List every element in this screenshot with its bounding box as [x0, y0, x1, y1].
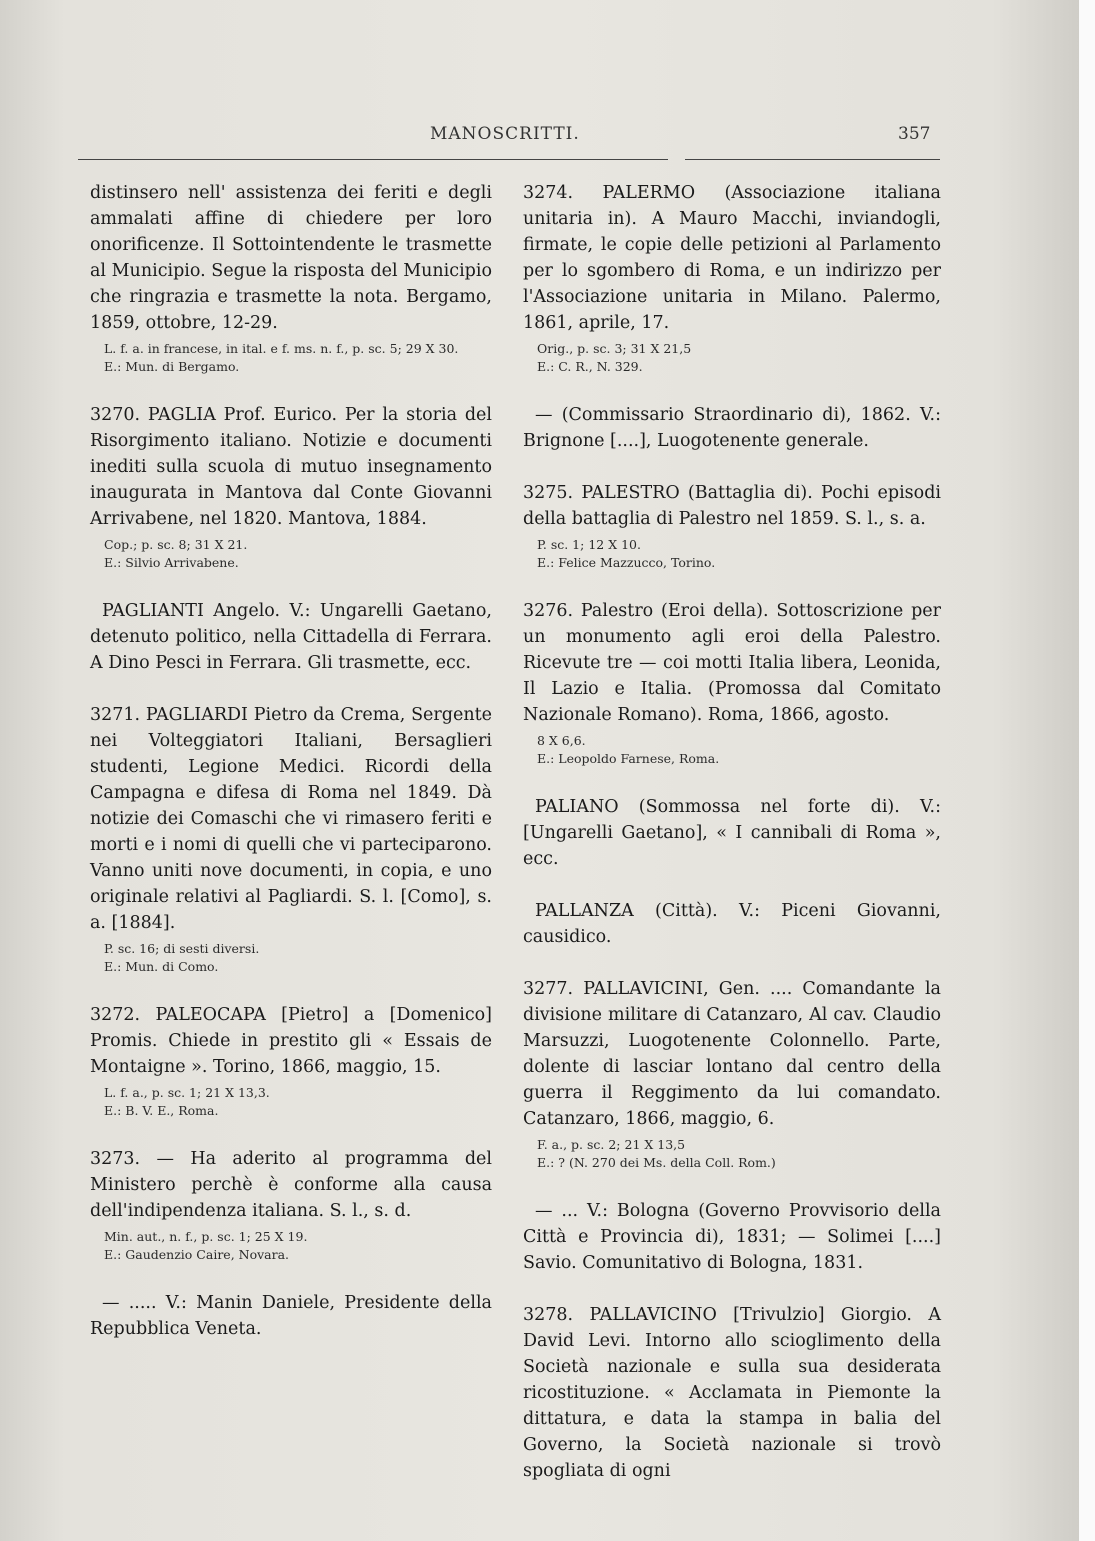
entry-text: 3272. PALEOCAPA [Pietro] a [Domenico] Promis. Chiede in prestito gli « Essais de Montaigne ». Torino, 1866, maggio, 15.: [90, 1005, 492, 1077]
entry-note: E.: Mun. di Bergamo.: [104, 359, 240, 374]
entry-note: Min. aut., n. f., p. sc. 1; 25 X 19.: [104, 1229, 308, 1244]
header-rule-left: [78, 159, 668, 160]
entry-3277: [523, 976, 941, 1172]
entry-paglianti: [90, 598, 492, 676]
entry-note: L. f. a., p. sc. 1; 21 X 13,3.: [104, 1085, 270, 1100]
entry-text: 3276. Palestro (Eroi della). Sottoscrizione per un monumento agli eroi della Palestro. Ricevute tre — coi motti Italia libera, Leonida, Il Lazio e Italia. (Promossa dal Comitato Nazionale Romano). Roma, 1866, agosto.: [523, 601, 941, 725]
running-title: MANOSCRITTI.: [430, 124, 580, 144]
entry-text: — ... V.: Bologna (Governo Provvisorio della Città e Provincia di), 1831; — Solimei [....] Savio. Comunitativo di Bologna, 1831.: [523, 1201, 941, 1273]
entry-manin-ref: [90, 1290, 492, 1342]
entry-note: E.: C. R., N. 329.: [537, 359, 643, 374]
entry-note: L. f. a. in francese, in ital. e f. ms. n. f., p. sc. 5; 29 X 30.: [104, 341, 459, 356]
entry-commissario-ref: [523, 402, 941, 454]
entry-text: 3271. PAGLIARDI Pietro da Crema, Sergente nei Volteggiatori Italiani, Bersaglieri studenti, Legione Medici. Ricordi della Campagna e difesa di Roma nel 1849. Dà notizie dei Comaschi che vi rimasero feriti e morti e i nomi di quelli che vi parteciparono. Vanno uniti nove documenti, in copia, e uno originale relativi al Pagliardi. S. l. [Como], s. a. [1884].: [90, 705, 492, 933]
entry-note: E.: Leopoldo Farnese, Roma.: [537, 751, 720, 766]
right-column: [523, 180, 941, 1510]
entry-note: P. sc. 1; 12 X 10.: [537, 537, 641, 552]
entry-note: E.: ? (N. 270 dei Ms. della Coll. Rom.): [537, 1155, 776, 1170]
entry-continuation: [90, 180, 492, 376]
entry-3278: [523, 1302, 941, 1484]
entry-text: 3275. PALESTRO (Battaglia di). Pochi episodi della battaglia di Palestro nel 1859. S. l., s. a.: [523, 483, 941, 529]
entry-note: P. sc. 16; di sesti diversi.: [104, 941, 260, 956]
entry-text: 3278. PALLAVICINO [Trivulzio] Giorgio. A David Levi. Intorno allo scioglimento della Società nazionale e sulla sua desiderata ricostituzione. « Acclamata in Piemonte la dittatura, e data la stampa in balia del Governo, la Società nazionale si trovò spogliata di ogni: [523, 1305, 941, 1481]
page-number: 357: [898, 124, 931, 144]
entry-note: Orig., p. sc. 3; 31 X 21,5: [537, 341, 692, 356]
entry-text: 3270. PAGLIA Prof. Eurico. Per la storia del Risorgimento italiano. Notizie e documenti inediti sulla scuola di mutuo insegnamento inaugurata in Mantova dal Conte Giovanni Arrivabene, nel 1820. Mantova, 1884.: [90, 405, 492, 529]
entry-text: PALIANO (Sommossa nel forte di). V.: [Ungarelli Gaetano], « I cannibali di Roma », ecc.: [523, 797, 941, 869]
entry-note: F. a., p. sc. 2; 21 X 13,5: [537, 1137, 686, 1152]
scan-edge: [1079, 0, 1095, 1541]
entry-text: 3274. PALERMO (Associazione italiana unitaria in). A Mauro Macchi, inviandogli, firmate, le copie delle petizioni al Parlamento per lo sgombero di Roma, e un indirizzo per l'Associazione unitaria in Milano. Palermo, 1861, aprile, 17.: [523, 183, 941, 333]
left-column: [90, 180, 492, 1368]
entry-bologna-ref: [523, 1198, 941, 1276]
entry-note: Cop.; p. sc. 8; 31 X 21.: [104, 537, 248, 552]
entry-note: 8 X 6,6.: [537, 733, 586, 748]
entry-text: 3277. PALLAVICINI, Gen. .... Comandante la divisione militare di Catanzaro, Al cav. Claudio Marsuzzi, Luogotenente Colonnello. Parte, dolente di lasciar lontano dal centro della guerra il Reggimento da lui comandato. Catanzaro, 1866, maggio, 6.: [523, 979, 941, 1129]
entry-pallanza-ref: [523, 898, 941, 950]
entry-3274: [523, 180, 941, 376]
entry-3276: [523, 598, 941, 768]
entry-text: distinsero nell' assistenza dei feriti e degli ammalati affine di chiedere per loro onorificenze. Il Sottointendente le trasmette al Municipio. Segue la risposta del Municipio che ringrazia e trasmette la nota. Bergamo, 1859, ottobre, 12-29.: [90, 183, 492, 333]
entry-text: — (Commissario Straordinario di), 1862. V.: Brignone [....], Luogotenente generale.: [523, 405, 941, 451]
entry-paliano-ref: [523, 794, 941, 872]
entry-3273: [90, 1146, 492, 1264]
entry-3270: [90, 402, 492, 572]
entry-3272: [90, 1002, 492, 1120]
entry-text: PAGLIANTI Angelo. V.: Ungarelli Gaetano, detenuto politico, nella Cittadella di Ferrara. A Dino Pesci in Ferrara. Gli trasmette, ecc.: [90, 601, 492, 673]
header-rule-right: [685, 159, 940, 160]
entry-note: E.: Mun. di Como.: [104, 959, 219, 974]
entry-note: E.: Felice Mazzucco, Torino.: [537, 555, 716, 570]
entry-note: E.: B. V. E., Roma.: [104, 1103, 219, 1118]
entry-note: E.: Silvio Arrivabene.: [104, 555, 239, 570]
entry-text: — ..... V.: Manin Daniele, Presidente della Repubblica Veneta.: [90, 1293, 492, 1339]
entry-text: PALLANZA (Città). V.: Piceni Giovanni, causidico.: [523, 901, 941, 947]
entry-3271: [90, 702, 492, 976]
entry-note: E.: Gaudenzio Caire, Novara.: [104, 1247, 290, 1262]
entry-text: 3273. — Ha aderito al programma del Ministero perchè è conforme alla causa dell'indipendenza italiana. S. l., s. d.: [90, 1149, 492, 1221]
entry-3275: [523, 480, 941, 572]
